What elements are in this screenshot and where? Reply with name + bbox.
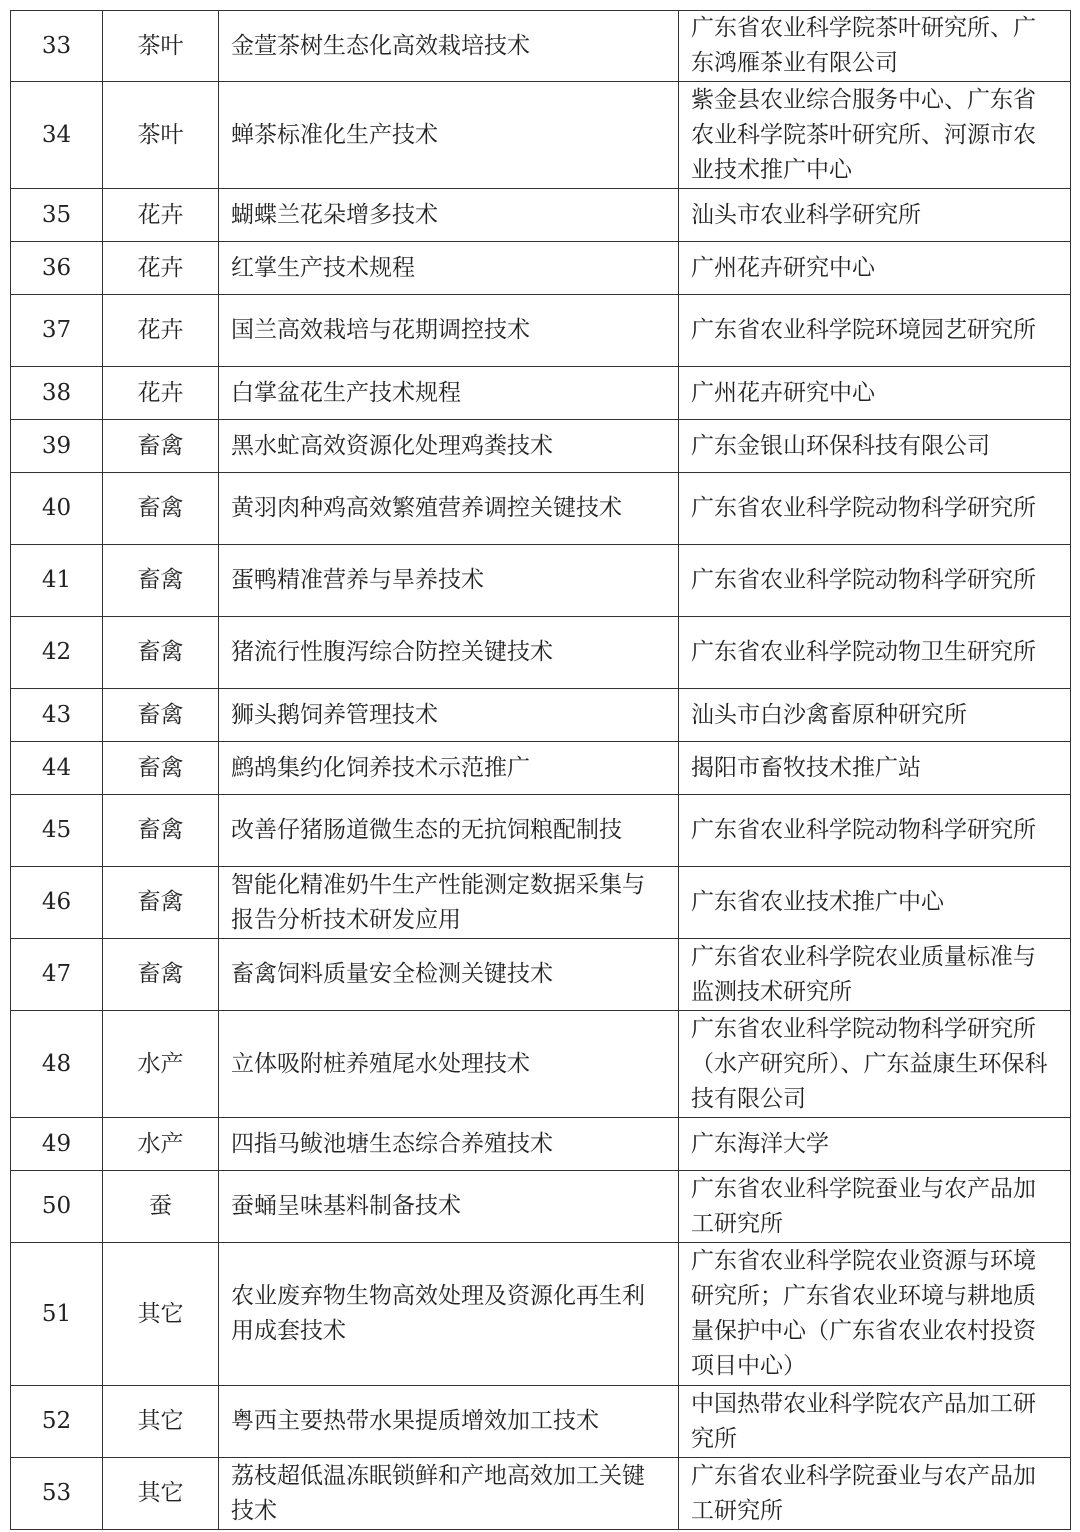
organization-cell: 广东省农业科学院农业资源与环境研究所；广东省农业环境与耕地质量保护中心（广东省农业农村投资项目中心） [679,1243,1071,1386]
row-number: 41 [11,545,103,617]
technology-table [10,10,1071,1530]
category-cell: 畜禽 [103,939,219,1011]
row-number: 36 [11,242,103,295]
table-row [11,617,1071,689]
technology-name-cell: 蝉茶标准化生产技术 [219,82,679,189]
table-row [11,1243,1071,1386]
technology-name-cell: 蚕蛹呈味基料制备技术 [219,1171,679,1243]
organization-cell: 广东省农业技术推广中心 [679,867,1071,939]
row-number: 42 [11,617,103,689]
table-row [11,689,1071,742]
organization-cell: 汕头市农业科学研究所 [679,189,1071,242]
table-row [11,11,1071,82]
technology-name-cell: 金萱茶树生态化高效栽培技术 [219,11,679,82]
row-number: 37 [11,295,103,367]
technology-name-cell: 蝴蝶兰花朵增多技术 [219,189,679,242]
organization-cell: 广东省农业科学院动物科学研究所 [679,795,1071,867]
row-number: 34 [11,82,103,189]
table-row [11,545,1071,617]
organization-cell: 广州花卉研究中心 [679,367,1071,420]
category-cell: 畜禽 [103,617,219,689]
table-row [11,795,1071,867]
category-cell: 花卉 [103,295,219,367]
technology-name-cell: 蛋鸭精准营养与旱养技术 [219,545,679,617]
table-row [11,742,1071,795]
technology-name-cell: 黑水虻高效资源化处理鸡粪技术 [219,420,679,473]
technology-name-cell: 鹧鸪集约化饲养技术示范推广 [219,742,679,795]
row-number: 51 [11,1243,103,1386]
organization-cell: 广东省农业科学院蚕业与农产品加工研究所 [679,1171,1071,1243]
row-number: 35 [11,189,103,242]
table-row [11,1458,1071,1530]
category-cell: 畜禽 [103,795,219,867]
category-cell: 畜禽 [103,689,219,742]
technology-name-cell: 红掌生产技术规程 [219,242,679,295]
category-cell: 畜禽 [103,742,219,795]
technology-name-cell: 立体吸附桩养殖尾水处理技术 [219,1011,679,1118]
technology-name-cell: 狮头鹅饲养管理技术 [219,689,679,742]
table-row [11,1171,1071,1243]
table-row [11,939,1071,1011]
category-cell: 畜禽 [103,545,219,617]
row-number: 52 [11,1386,103,1458]
technology-name-cell: 四指马鲅池塘生态综合养殖技术 [219,1118,679,1171]
organization-cell: 汕头市白沙禽畜原种研究所 [679,689,1071,742]
row-number: 49 [11,1118,103,1171]
technology-name-cell: 粤西主要热带水果提质增效加工技术 [219,1386,679,1458]
technology-name-cell: 白掌盆花生产技术规程 [219,367,679,420]
organization-cell: 广东省农业科学院农业质量标准与监测技术研究所 [679,939,1071,1011]
category-cell: 花卉 [103,242,219,295]
row-number: 38 [11,367,103,420]
row-number: 43 [11,689,103,742]
table-row [11,295,1071,367]
table-row [11,1386,1071,1458]
category-cell: 蚕 [103,1171,219,1243]
organization-cell: 广东金银山环保科技有限公司 [679,420,1071,473]
technology-name-cell: 畜禽饲料质量安全检测关键技术 [219,939,679,1011]
category-cell: 畜禽 [103,473,219,545]
table-row [11,189,1071,242]
technology-name-cell: 荔枝超低温冻眠锁鲜和产地高效加工关键技术 [219,1458,679,1530]
row-number: 53 [11,1458,103,1530]
organization-cell: 广东省农业科学院环境园艺研究所 [679,295,1071,367]
table-row [11,242,1071,295]
table-row [11,1118,1071,1171]
technology-name-cell: 国兰高效栽培与花期调控技术 [219,295,679,367]
row-number: 47 [11,939,103,1011]
organization-cell: 广东省农业科学院动物科学研究所（水产研究所）、广东益康生环保科技有限公司 [679,1011,1071,1118]
row-number: 48 [11,1011,103,1118]
document-page [10,10,1070,1530]
table-row [11,1011,1071,1118]
category-cell: 水产 [103,1011,219,1118]
category-cell: 茶叶 [103,82,219,189]
organization-cell: 中国热带农业科学院农产品加工研究所 [679,1386,1071,1458]
organization-cell: 广东海洋大学 [679,1118,1071,1171]
organization-cell: 揭阳市畜牧技术推广站 [679,742,1071,795]
row-number: 39 [11,420,103,473]
technology-name-cell: 猪流行性腹泻综合防控关键技术 [219,617,679,689]
table-row [11,367,1071,420]
category-cell: 花卉 [103,189,219,242]
category-cell: 水产 [103,1118,219,1171]
technology-name-cell: 智能化精准奶牛生产性能测定数据采集与报告分析技术研发应用 [219,867,679,939]
row-number: 46 [11,867,103,939]
category-cell: 其它 [103,1458,219,1530]
technology-name-cell: 改善仔猪肠道微生态的无抗饲粮配制技 [219,795,679,867]
technology-name-cell: 黄羽肉种鸡高效繁殖营养调控关键技术 [219,473,679,545]
organization-cell: 广东省农业科学院茶叶研究所、广东鸿雁茶业有限公司 [679,11,1071,82]
category-cell: 畜禽 [103,420,219,473]
organization-cell: 紫金县农业综合服务中心、广东省农业科学院茶叶研究所、河源市农业技术推广中心 [679,82,1071,189]
organization-cell: 广东省农业科学院蚕业与农产品加工研究所 [679,1458,1071,1530]
organization-cell: 广东省农业科学院动物科学研究所 [679,473,1071,545]
category-cell: 其它 [103,1243,219,1386]
row-number: 45 [11,795,103,867]
row-number: 33 [11,11,103,82]
row-number: 44 [11,742,103,795]
organization-cell: 广州花卉研究中心 [679,242,1071,295]
row-number: 50 [11,1171,103,1243]
organization-cell: 广东省农业科学院动物科学研究所 [679,545,1071,617]
category-cell: 茶叶 [103,11,219,82]
table-row [11,420,1071,473]
category-cell: 花卉 [103,367,219,420]
table-row [11,82,1071,189]
table-row [11,473,1071,545]
organization-cell: 广东省农业科学院动物卫生研究所 [679,617,1071,689]
row-number: 40 [11,473,103,545]
category-cell: 畜禽 [103,867,219,939]
technology-name-cell: 农业废弃物生物高效处理及资源化再生利用成套技术 [219,1243,679,1386]
table-row [11,867,1071,939]
category-cell: 其它 [103,1386,219,1458]
